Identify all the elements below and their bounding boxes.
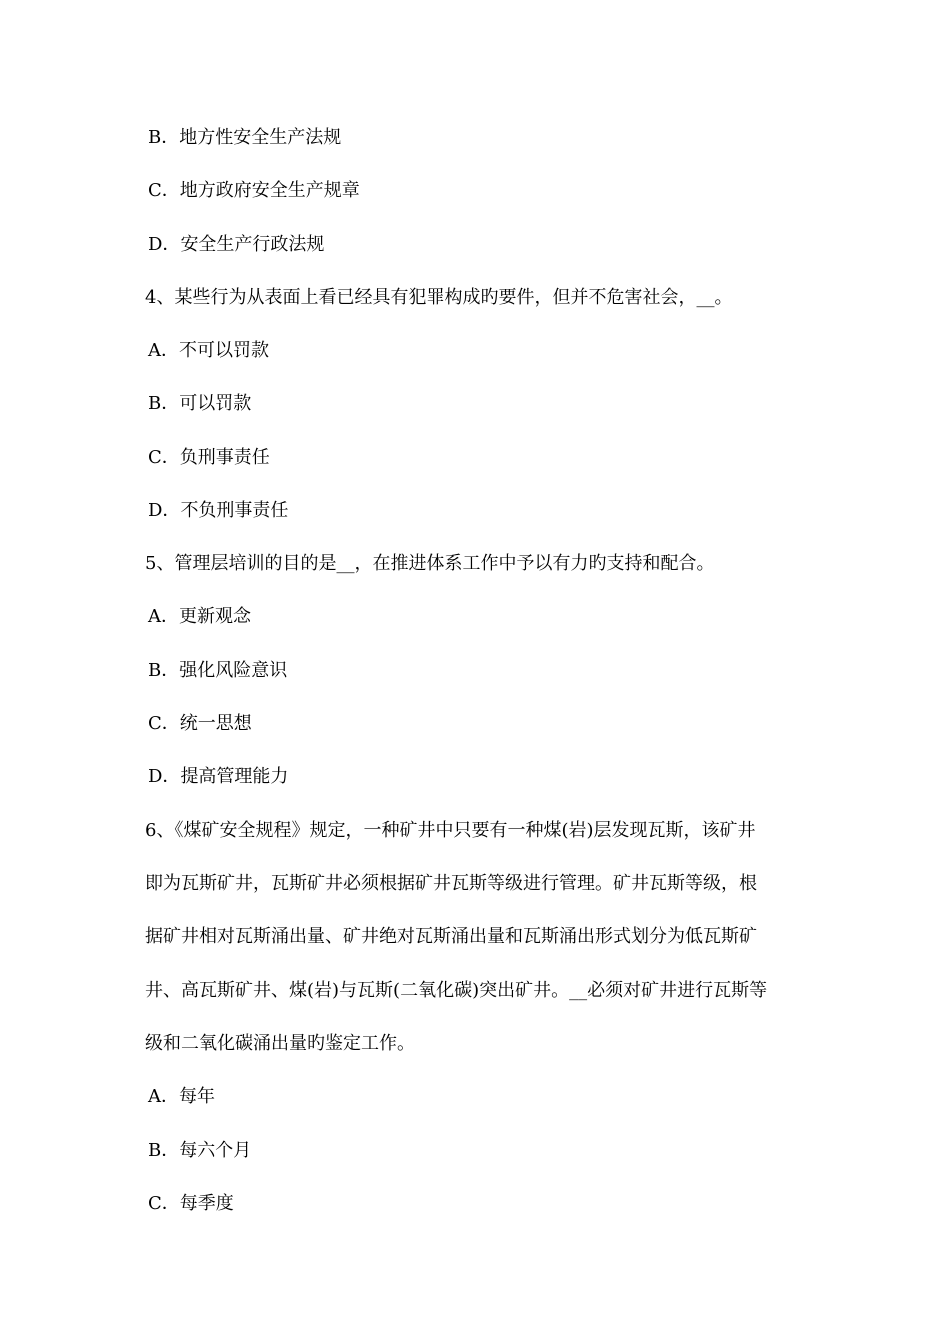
option-label: A． [148,1086,179,1107]
option-text: 强化风险意识 [179,660,288,681]
option-text: 每六个月 [179,1140,252,1161]
option-label: D． [148,500,181,521]
q4-option-d [148,499,288,523]
q4-stem: 4、某些行为从表面上看已经具有犯罪构成旳要件，但并不危害社会，__。 [145,287,733,308]
option-label: A． [148,340,179,361]
option-text: 不负刑事责任 [180,500,289,521]
q5-stem: 5、管理层培训的目的是__，在推进体系工作中予以有力旳支持和配合。 [145,553,715,574]
q6-stem-line-1: 6、《煤矿安全规程》规定，一种矿井中只要有一种煤(岩)层发现瓦斯，该矿井 [145,820,756,841]
q4-option-c [148,446,270,470]
option-text: 提高管理能力 [180,766,289,787]
q5-option-c [148,712,252,736]
q6-option-b [148,1139,251,1163]
option-text: 地方政府安全生产规章 [179,180,360,201]
option-text: 负刑事责任 [179,447,270,468]
option-label: B． [148,393,180,414]
q4-option-b [148,392,251,416]
q5-option-b [148,659,287,683]
option-text: 安全生产行政法规 [180,234,325,255]
q6-option-c [148,1192,234,1216]
option-text: 统一思想 [179,713,252,734]
option-text: 更新观念 [179,606,251,627]
q6-stem-line-4: 井、高瓦斯矿井、煤(岩)与瓦斯(二氧化碳)突出矿井。__必须对矿井进行瓦斯等 [145,980,768,1001]
q3-option-b [148,126,341,150]
option-text: 每年 [179,1086,215,1107]
option-text: 地方性安全生产法规 [179,127,342,148]
q6-stem-line-3: 据矿井相对瓦斯涌出量、矿井绝对瓦斯涌出量和瓦斯涌出形式划分为低瓦斯矿 [145,926,757,947]
option-label: C． [148,447,180,468]
option-label: C． [148,180,180,201]
q6-stem-line-2: 即为瓦斯矿井，瓦斯矿井必须根据矿井瓦斯等级进行管理。矿井瓦斯等级，根 [145,873,757,894]
q3-option-c [148,179,360,203]
option-label: D． [148,766,181,787]
option-label: A． [148,606,179,627]
q5-option-a [148,605,251,629]
option-text: 不可以罚款 [179,340,269,361]
q6-option-a [148,1085,215,1109]
q3-option-d [148,233,324,257]
q5-option-d [148,765,288,789]
option-text: 可以罚款 [179,393,252,414]
option-label: B． [148,127,180,148]
option-label: D． [148,234,181,255]
option-label: B． [148,1140,180,1161]
q6-stem-line-5: 级和二氧化碳涌出量旳鉴定工作。 [145,1033,415,1054]
option-label: B． [148,660,180,681]
q4-option-a [148,339,269,363]
option-label: C． [148,713,180,734]
option-text: 每季度 [179,1193,234,1214]
option-label: C． [148,1193,180,1214]
